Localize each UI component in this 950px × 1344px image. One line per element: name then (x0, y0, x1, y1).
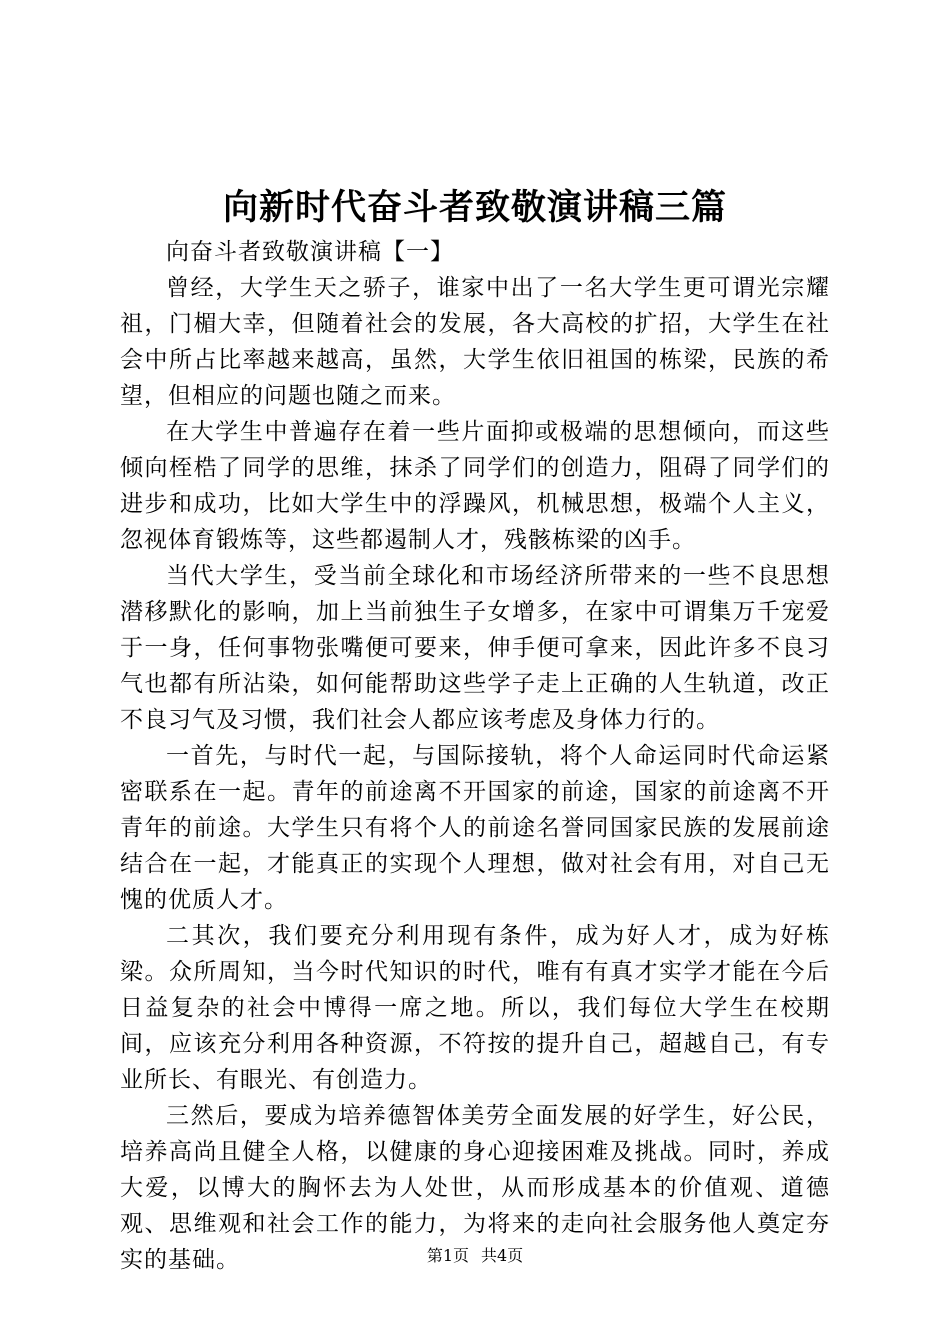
paragraph-2: 在大学生中普遍存在着一些片面抑或极端的思想倾向，而这些倾向桎梏了同学的思维，抹杀了同学们的创造力，阻碍了同学们的进步和成功，比如大学生中的浮躁风，机械思想，极端个人主义，忽视体育锻炼等，这些都遏制人才，残骸栋梁的凶手。 (120, 419, 830, 553)
page-footer (0, 1244, 950, 1268)
section-heading: 向奋斗者致敬演讲稿【一】 (166, 239, 454, 265)
paragraph-4: 一首先，与时代一起，与国际接轨，将个人命运同时代命运紧密联系在一起。青年的前途离不开国家的前途，国家的前途离不开青年的前途。大学生只有将个人的前途名誉同国家民族的发展前途结合在一起，才能真正的实现个人理想，做对社会有用，对自己无愧的优质人才。 (120, 743, 830, 913)
paragraph-1: 曾经，大学生天之骄子，谁家中出了一名大学生更可谓光宗耀祖，门楣大幸，但随着社会的发展，各大高校的扩招，大学生在社会中所占比率越来越高，虽然，大学生依旧祖国的栋梁，民族的希望，但相应的问题也随之而来。 (120, 275, 830, 409)
page-total: 共4页 (481, 1246, 524, 1265)
document-body (120, 234, 830, 1278)
page-number: 第1页 (426, 1246, 469, 1265)
document-title: 向新时代奋斗者致敬演讲稿三篇 (222, 187, 727, 228)
paragraph-6: 三然后，要成为培养德智体美劳全面发展的好学生，好公民，培养高尚且健全人格，以健康的身心迎接困难及挑战。同时，养成大爱，以博大的胸怀去为人处世，从而形成基本的价值观、道德观、思维观和社会工作的能力，为将来的走向社会服务他人奠定夯实的基础。 (120, 1103, 830, 1273)
paragraph-5: 二其次，我们要充分利用现有条件，成为好人才，成为好栋梁。众所周知，当今时代知识的时代，唯有有真才实学才能在今后日益复杂的社会中博得一席之地。所以，我们每位大学生在校期间，应该充分利用各种资源，不符按的提升自己，超越自己，有专业所长、有眼光、有创造力。 (120, 923, 830, 1093)
paragraph-3: 当代大学生，受当前全球化和市场经济所带来的一些不良思想潜移默化的影响，加上当前独生子女增多，在家中可谓集万千宠爱于一身，任何事物张嘴便可要来，伸手便可拿来，因此许多不良习气也都有所沾染，如何能帮助这些学子走上正确的人生轨道，改正不良习气及习惯，我们社会人都应该考虑及身体力行的。 (120, 563, 830, 733)
